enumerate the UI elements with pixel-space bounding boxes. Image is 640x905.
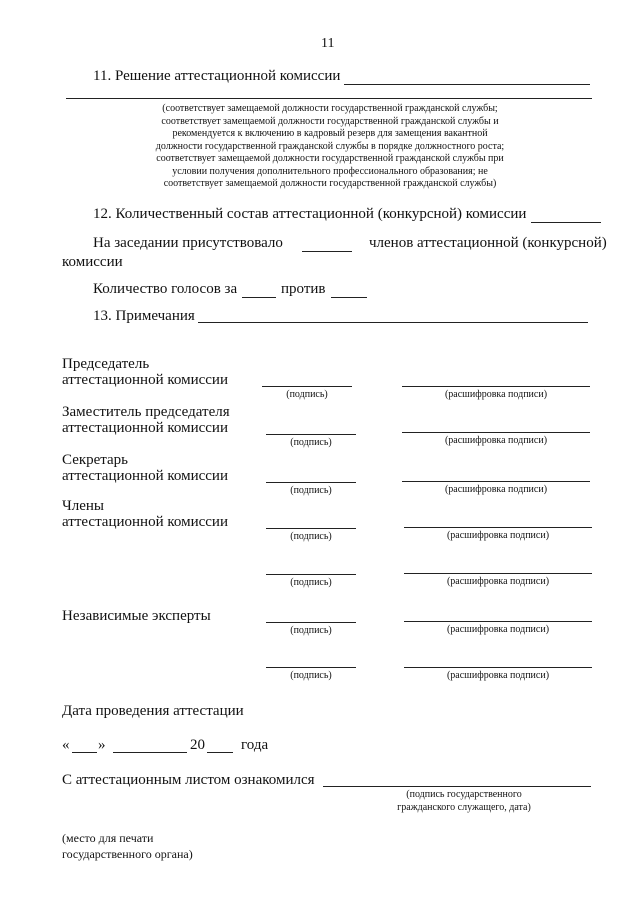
votes-against-line[interactable] bbox=[331, 297, 367, 298]
secretary-title: Секретарь bbox=[62, 452, 129, 468]
votes-for-line[interactable] bbox=[242, 297, 276, 298]
member-2-signature-line[interactable] bbox=[266, 574, 356, 575]
date-month-line[interactable] bbox=[113, 752, 187, 753]
date-year-suffix: года bbox=[241, 737, 269, 753]
votes-for-label: Количество голосов за bbox=[93, 281, 238, 297]
deputy-decode-line[interactable] bbox=[402, 432, 590, 433]
stamp-line-2: государственного органа) bbox=[62, 847, 193, 861]
note-line: соответствует замещаемой должности государственной гражданской службы) bbox=[163, 178, 497, 189]
present-cont: комиссии bbox=[62, 254, 123, 270]
sign-label: (подпись) bbox=[290, 437, 332, 448]
date-year-line[interactable] bbox=[207, 752, 233, 753]
decode-label: (расшифровка подписи) bbox=[446, 624, 550, 635]
member-1-signature-line[interactable] bbox=[266, 528, 356, 529]
acquainted-signature-line[interactable] bbox=[323, 786, 591, 787]
section-13-label: 13. Примечания bbox=[93, 308, 195, 324]
sign-label: (подпись) bbox=[290, 577, 332, 588]
deputy-title: Заместитель председателя bbox=[62, 404, 230, 420]
present-count-line[interactable] bbox=[302, 251, 352, 252]
chairman-title: Председатель bbox=[62, 356, 150, 372]
sign-label: (подпись) bbox=[290, 531, 332, 542]
decode-label: (расшифровка подписи) bbox=[444, 389, 548, 400]
votes-against-label: против bbox=[281, 281, 326, 297]
chairman-signature-line[interactable] bbox=[262, 386, 352, 387]
deputy-subtitle: аттестационной комиссии bbox=[62, 420, 228, 436]
acquainted-note-line-1: (подпись государственного bbox=[406, 789, 522, 800]
present-suffix: членов аттестационной (конкурсной) bbox=[369, 235, 607, 251]
sign-label: (подпись) bbox=[290, 625, 332, 636]
note-line: рекомендуется к включению в кадровый резерв для замещения вакантной bbox=[172, 128, 488, 139]
members-title: Члены bbox=[62, 498, 104, 514]
decode-label: (расшифровка подписи) bbox=[446, 530, 550, 541]
note-line: (соответствует замещаемой должности государственной гражданской службы; bbox=[162, 103, 498, 114]
present-prefix: На заседании присутствовало bbox=[93, 235, 283, 251]
member-2-decode-line[interactable] bbox=[404, 573, 592, 574]
acquainted-note-line-2: гражданского служащего, дата) bbox=[397, 802, 531, 813]
expert-2-signature-line[interactable] bbox=[266, 667, 356, 668]
section-11-answer-line[interactable] bbox=[344, 84, 590, 85]
decode-label: (расшифровка подписи) bbox=[446, 576, 550, 587]
member-1-decode-line[interactable] bbox=[404, 527, 592, 528]
chairman-subtitle: аттестационной комиссии bbox=[62, 372, 228, 388]
note-line: должности государственной гражданской службы в порядке должностного роста; bbox=[155, 140, 505, 152]
note-line: соответствует замещаемой должности государственной гражданской службы и bbox=[161, 115, 499, 127]
section-11-answer-line-2[interactable] bbox=[66, 98, 592, 99]
section-11-note bbox=[110, 103, 550, 191]
acquainted-note bbox=[370, 788, 558, 814]
section-11-label: 11. Решение аттестационной комиссии bbox=[93, 68, 341, 84]
sign-label: (подпись) bbox=[290, 670, 332, 681]
date-year-prefix: 20 bbox=[190, 737, 205, 753]
sign-label: (подпись) bbox=[290, 485, 332, 496]
commission-size-line[interactable] bbox=[531, 222, 601, 223]
secretary-subtitle: аттестационной комиссии bbox=[62, 468, 228, 484]
decode-label: (расшифровка подписи) bbox=[446, 670, 550, 681]
date-close-quote: » bbox=[98, 737, 106, 753]
chairman-decode-line[interactable] bbox=[402, 386, 590, 387]
note-line: условии получения дополнительного профессионального образования; не bbox=[172, 165, 488, 177]
decode-label: (расшифровка подписи) bbox=[444, 435, 548, 446]
page-number: 11 bbox=[321, 36, 335, 51]
date-open-quote: « bbox=[62, 737, 70, 753]
acquainted-label: С аттестационным листом ознакомился bbox=[62, 772, 315, 788]
deputy-signature-line[interactable] bbox=[266, 434, 356, 435]
experts-title: Независимые эксперты bbox=[62, 608, 211, 624]
members-subtitle: аттестационной комиссии bbox=[62, 514, 228, 530]
sign-label: (подпись) bbox=[286, 389, 328, 400]
note-line: соответствует замещаемой должности государственной гражданской службы при bbox=[156, 153, 504, 164]
date-label: Дата проведения аттестации bbox=[62, 703, 244, 719]
expert-1-signature-line[interactable] bbox=[266, 622, 356, 623]
section-12-label: 12. Количественный состав аттестационной (конкурсной) комиссии bbox=[93, 206, 527, 222]
expert-2-decode-line[interactable] bbox=[404, 667, 592, 668]
decode-label: (расшифровка подписи) bbox=[444, 484, 548, 495]
stamp-line-1: (место для печати bbox=[62, 831, 154, 845]
date-day-line[interactable] bbox=[72, 752, 97, 753]
notes-line[interactable] bbox=[198, 322, 588, 323]
expert-1-decode-line[interactable] bbox=[404, 621, 592, 622]
secretary-signature-line[interactable] bbox=[266, 482, 356, 483]
secretary-decode-line[interactable] bbox=[402, 481, 590, 482]
stamp-place bbox=[62, 830, 193, 862]
